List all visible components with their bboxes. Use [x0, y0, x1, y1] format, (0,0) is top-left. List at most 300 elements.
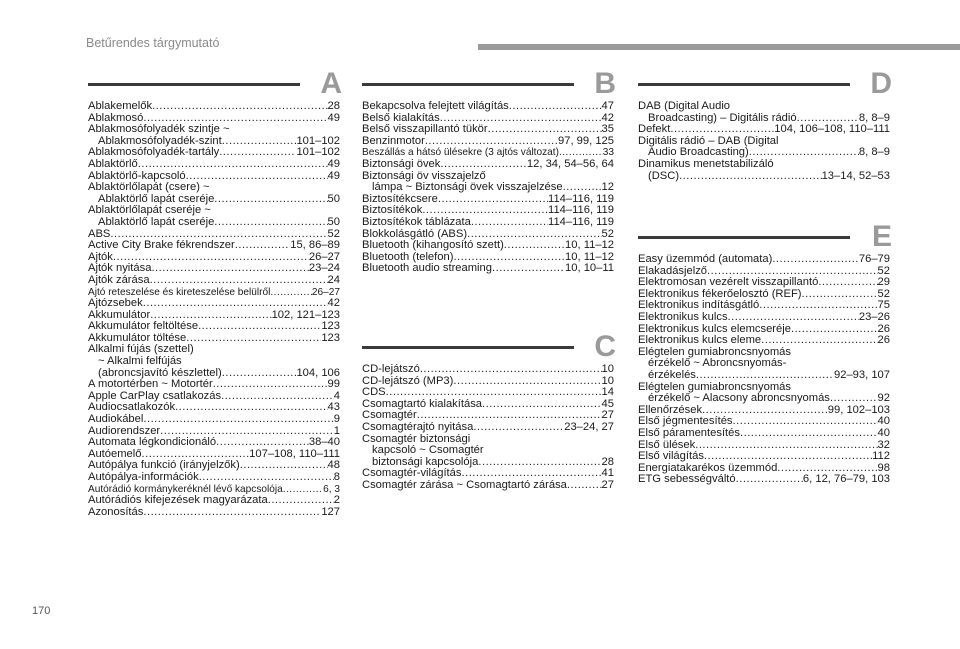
index-entry	[88, 240, 340, 252]
index-entry	[362, 194, 614, 206]
entry-text: Akkumulátor töltése	[88, 332, 187, 344]
entry-text: Csomagtér	[362, 410, 417, 422]
index-entry	[88, 275, 340, 287]
dot-leader	[704, 451, 872, 463]
dot-leader	[417, 410, 602, 422]
index-entry	[88, 495, 340, 507]
dot-leader	[740, 428, 878, 440]
index-entry	[638, 428, 890, 440]
entry-page: 52	[877, 288, 890, 300]
entry-text: Audiokábel	[88, 414, 144, 426]
dot-leader	[143, 113, 327, 125]
dot-leader	[772, 254, 859, 266]
entry-page: 23–24	[308, 263, 340, 275]
index-entry	[638, 113, 890, 125]
dot-leader	[160, 426, 334, 438]
dot-leader	[728, 312, 859, 324]
entry-text: Audio Broadcasting)	[648, 147, 749, 159]
index-entry	[88, 298, 340, 310]
entry-text: Blokkolásgátló (ABS)	[362, 228, 468, 240]
dot-leader	[695, 440, 877, 452]
dot-leader	[151, 263, 308, 275]
entry-page: 92–93, 107	[834, 369, 890, 381]
entry-text: Audiocsatlakozók	[88, 402, 176, 414]
entry-page: 98	[877, 462, 890, 474]
dot-leader	[830, 393, 878, 405]
entry-text: Bluetooth (telefon)	[362, 251, 454, 263]
entry-page: 12, 34, 54–56, 64	[526, 158, 614, 170]
entry-page: 127	[321, 506, 340, 518]
entry-text: Ablaktörlő lapát cseréje	[98, 216, 215, 228]
dot-leader	[461, 468, 601, 480]
entry-page: 123	[321, 321, 340, 333]
entry-text: Biztosítékok táblázata	[362, 216, 471, 228]
entry-page: 28	[327, 101, 340, 112]
index-entry	[362, 124, 614, 136]
entry-text: Akkumulátor feltöltése	[88, 321, 199, 333]
section-header	[362, 330, 616, 363]
entry-page: 33	[602, 147, 614, 159]
dot-leader	[214, 217, 327, 229]
entry-text: Ajtók	[88, 251, 113, 263]
dot-leader	[736, 474, 803, 486]
index-entry	[362, 147, 614, 159]
entry-text: Csomagtér-világítás	[362, 468, 462, 480]
index-entry	[638, 358, 890, 370]
dot-leader	[219, 147, 296, 159]
dot-leader	[504, 240, 565, 252]
index-entry	[638, 159, 890, 171]
entry-text: Alkalmi fújás (szettel)	[88, 344, 194, 356]
entry-page: 10	[601, 364, 614, 375]
index-entry	[638, 254, 890, 266]
dot-leader	[152, 101, 327, 113]
index-entry	[638, 451, 890, 463]
section-rule	[362, 346, 574, 349]
entry-page: 52	[327, 228, 340, 240]
entry-page: 123	[321, 332, 340, 344]
entry-page: 32	[877, 439, 890, 451]
dot-leader	[696, 370, 834, 382]
dot-leader	[386, 387, 602, 399]
entry-page: 10	[601, 375, 614, 387]
index-entry	[638, 393, 890, 405]
dot-leader	[473, 422, 564, 434]
page-number: 170	[32, 605, 51, 617]
entry-page: 13–14, 52–53	[821, 170, 890, 182]
entry-page: 76–79	[858, 254, 890, 265]
dot-leader	[509, 101, 602, 113]
entry-text: Ajtók nyitása	[88, 263, 152, 275]
index-entry	[362, 182, 614, 194]
dot-leader	[268, 495, 334, 507]
dot-leader	[270, 287, 312, 299]
index-entry	[88, 402, 340, 414]
entry-page: 12	[601, 182, 614, 194]
entry-page: 8, 8–9	[858, 147, 890, 159]
dot-leader	[567, 480, 602, 492]
entry-text: ABS	[88, 228, 111, 240]
entry-page: 48	[327, 460, 340, 472]
dot-leader	[143, 414, 333, 426]
index-entry	[88, 182, 340, 194]
entry-page: 26–27	[311, 286, 340, 298]
entry-text: Audiorendszer	[88, 425, 161, 437]
index-entry	[88, 205, 340, 217]
entry-text: (DSC)	[648, 170, 680, 182]
entry-text: Csomagtérajtó nyitása	[362, 421, 474, 433]
index-entry	[362, 410, 614, 422]
dot-leader	[749, 147, 859, 159]
dot-leader	[198, 321, 321, 333]
dot-leader	[453, 376, 601, 388]
index-entry	[88, 159, 340, 171]
dot-leader	[670, 124, 774, 136]
index-entry	[362, 136, 614, 148]
index-entry	[638, 277, 890, 289]
dot-leader	[235, 240, 290, 252]
dot-leader	[199, 472, 334, 484]
entry-text: Ablaktörlőlapát (csere) ~	[88, 182, 210, 194]
entry-text: Elektronikus indításgátló	[638, 300, 760, 312]
index-entry	[638, 147, 890, 159]
entry-page: 75	[877, 300, 890, 312]
entry-text: Automata légkondicionáló	[88, 437, 217, 449]
index-entry	[88, 287, 340, 299]
index-entry	[88, 449, 340, 461]
entry-page: 101–102	[296, 147, 340, 159]
entry-page: 15, 86–89	[290, 240, 340, 252]
entry-text: Csomagtartó kialakítása	[362, 398, 483, 410]
index-entry	[88, 113, 340, 125]
column-d	[638, 67, 892, 182]
entry-page: 49	[327, 170, 340, 182]
entry-text: Első jégmentesítés	[638, 416, 733, 428]
dot-leader	[222, 136, 297, 148]
entry-page: 8, 8–9	[858, 112, 890, 124]
entry-text: (abroncsjavító készlettel)	[98, 367, 222, 379]
entry-text: Biztonsági övek	[362, 158, 441, 170]
entry-text: Autópálya funkció (irányjelzők)	[88, 460, 240, 472]
index-entry	[88, 229, 340, 241]
entry-text: Apple CarPlay csatlakozás	[88, 390, 222, 402]
entry-text: Broadcasting) – Digitális rádió	[648, 112, 797, 124]
entry-page: 92	[877, 393, 890, 405]
index-entry	[88, 344, 340, 356]
entry-page: 97, 99, 125	[558, 135, 614, 147]
index-entry	[362, 399, 614, 411]
index-title: Betűrendes tárgymutató	[86, 36, 220, 50]
entry-page: 26	[877, 323, 890, 335]
section-letter: E	[871, 220, 892, 253]
dot-leader	[679, 171, 821, 183]
index-entry	[638, 416, 890, 428]
index-entry	[88, 391, 340, 403]
index-entry	[362, 240, 614, 252]
entry-text: kapcsoló ~ Csomagtér	[372, 445, 484, 457]
entry-page: 104, 106–108, 110–111	[774, 124, 890, 136]
index-entry	[88, 437, 340, 449]
entry-text: ~ Alkalmi felfújás	[98, 356, 182, 368]
index-entry	[88, 507, 340, 519]
entry-page: 114–116, 119	[548, 216, 614, 228]
index-entry	[88, 426, 340, 438]
index-entry	[88, 124, 340, 136]
index-entry	[88, 333, 340, 345]
entry-page: 6, 3	[323, 483, 340, 495]
entry-page: 28	[601, 456, 614, 468]
dot-leader	[818, 277, 877, 289]
entry-text: Ablaktörlő lapát cseréje	[98, 193, 215, 205]
entry-text: Autópálya-információk	[88, 472, 199, 483]
dot-leader	[478, 457, 601, 469]
entry-text: biztonsági kapcsolója	[372, 456, 479, 468]
entry-page: 27	[601, 410, 614, 422]
entry-text: Akkumulátor	[88, 309, 151, 321]
dot-leader	[791, 324, 878, 336]
entry-page: 99	[327, 379, 340, 391]
index-entry	[362, 445, 614, 457]
entry-text: Ablaktörlőlapát cseréje ~	[88, 205, 211, 217]
section-rule	[638, 83, 850, 86]
index-entry	[88, 356, 340, 368]
entry-page: 107–108, 110–111	[249, 448, 340, 460]
index-entry	[638, 382, 890, 394]
entry-text: Energiatakarékos üzemmód	[638, 462, 778, 474]
entry-text: lámpa ~ Biztonsági övek visszajelzése	[372, 182, 563, 194]
index-entry	[362, 263, 614, 275]
index-entry	[88, 460, 340, 472]
section-letter: C	[594, 330, 616, 363]
index-entry	[638, 312, 890, 324]
entry-text: Elektromosan vezérelt visszapillantó	[638, 277, 819, 289]
dot-leader	[150, 310, 271, 322]
index-entry	[362, 376, 614, 388]
entry-text: érzékelő ~ Abroncsnyomás-	[648, 358, 787, 370]
entry-page: 104, 106	[296, 367, 340, 379]
index-entry	[638, 347, 890, 359]
index-entry	[638, 300, 890, 312]
entry-text: Ellenőrzések	[638, 404, 703, 416]
index-entry	[362, 422, 614, 434]
entry-text: Ablaktörlő	[88, 158, 138, 170]
entry-page: 24	[327, 274, 340, 286]
entry-page: 43	[327, 402, 340, 414]
index-entry	[638, 324, 890, 336]
entry-page: 26–27	[308, 251, 340, 263]
index-entry	[362, 457, 614, 469]
entry-page: 112	[872, 451, 890, 463]
index-entry	[362, 468, 614, 480]
entry-page: 10, 11–12	[565, 240, 614, 252]
entry-text: Ajtó reteszelése és kireteszelése belülről	[88, 286, 271, 298]
dot-leader	[110, 229, 327, 241]
entry-text: Belső visszapillantó tükör	[362, 124, 488, 136]
dot-leader	[113, 252, 309, 264]
dot-leader	[440, 113, 602, 125]
entry-page: 50	[327, 216, 340, 228]
dot-leader	[221, 391, 334, 403]
section-letter: B	[594, 67, 616, 100]
dot-leader	[438, 194, 548, 206]
entry-text: Ajtók zárása	[88, 274, 150, 286]
index-entry	[362, 387, 614, 399]
entry-text: Elakadásjelző	[638, 265, 708, 277]
index-entry	[88, 263, 340, 275]
index-entry	[362, 101, 614, 113]
entry-text: érzékelés	[648, 369, 696, 381]
entry-text: Dinamikus menetstabilizáló	[638, 158, 774, 170]
entry-page: 40	[877, 427, 890, 439]
entry-page: 49	[327, 112, 340, 124]
dot-leader	[492, 263, 565, 275]
entry-page: 26	[877, 335, 890, 347]
column-a	[88, 67, 342, 518]
entry-page: 4	[333, 390, 340, 402]
entry-text: Active City Brake fékrendszer	[88, 240, 235, 252]
entry-text: Easy üzemmód (automata)	[638, 254, 773, 265]
dot-leader	[143, 507, 321, 519]
header-divider	[478, 44, 960, 50]
index-entry	[88, 321, 340, 333]
index-entry	[638, 124, 890, 136]
entry-page: 2	[333, 495, 340, 507]
index-entry	[638, 474, 890, 486]
index-entry	[638, 463, 890, 475]
entry-text: Csomagtér zárása ~ Csomagtartó zárása	[362, 479, 567, 491]
index-entry	[638, 266, 890, 278]
dot-leader	[283, 484, 323, 496]
entry-page: 52	[877, 265, 890, 277]
section-rule	[88, 83, 300, 86]
entry-text: Biztosítékcsere	[362, 193, 438, 205]
dot-leader	[802, 289, 878, 301]
entry-text: Benzinmotor	[362, 135, 425, 147]
entry-text: Beszállás a hátsó ülésekre (3 ajtós változat)	[362, 147, 559, 159]
entry-text: Biztosítékok	[362, 205, 423, 217]
entry-text: Első ülések	[638, 439, 696, 451]
index-entry	[362, 159, 614, 171]
section-rule	[638, 236, 850, 239]
section-header	[638, 220, 892, 253]
index-entry	[638, 101, 890, 113]
entry-page: 35	[601, 124, 614, 136]
entry-text: Azonosítás	[88, 506, 144, 518]
index-entry	[88, 171, 340, 183]
dot-leader	[213, 379, 328, 391]
index-entry	[362, 252, 614, 264]
index-entry	[362, 364, 614, 376]
entry-text: Autórádió kormánykeréknél lévő kapcsolója	[88, 483, 283, 495]
index-entry	[362, 205, 614, 217]
entry-page: 8	[333, 472, 340, 483]
dot-leader	[240, 460, 328, 472]
entry-text: Ablakmosófolyadék-tartály	[88, 147, 220, 159]
entry-text: Ablakmosófolyadék-szint	[98, 135, 222, 147]
entry-text: Ablakemelők	[88, 101, 153, 112]
entry-text: Biztonsági öv visszajelző	[362, 170, 486, 182]
index-entry	[88, 472, 340, 484]
entry-page: 38–40	[308, 437, 340, 449]
entry-text: Ablakmosófolyadék szintje ~	[88, 124, 230, 136]
index-entry	[362, 113, 614, 125]
index-entry	[362, 480, 614, 492]
section-letter: D	[870, 67, 892, 100]
dot-leader	[425, 136, 558, 148]
dot-leader	[175, 402, 327, 414]
section-letter: A	[320, 67, 342, 100]
entry-text: Első világítás	[638, 451, 704, 463]
dot-leader	[422, 205, 548, 217]
entry-text: Ablaktörlő-kapcsoló	[88, 170, 186, 182]
entry-page: 27	[601, 479, 614, 491]
dot-leader	[482, 399, 602, 411]
entry-text: DAB (Digital Audio	[638, 101, 731, 112]
section-header	[638, 67, 892, 100]
dot-leader	[707, 266, 878, 278]
column-c	[362, 330, 616, 492]
dot-leader	[440, 159, 527, 171]
index-entry	[88, 414, 340, 426]
column-b	[362, 67, 616, 275]
index-entry	[88, 147, 340, 159]
entry-text: A motortérben ~ Motortér	[88, 379, 213, 391]
entry-text: Elektronikus kulcs elemcseréje	[638, 323, 791, 335]
index-entry	[88, 101, 340, 113]
entry-text: Ablakmosó	[88, 112, 144, 124]
entry-page: 23–26	[858, 311, 890, 323]
index-entry	[88, 252, 340, 264]
entry-text: Elektronikus fékerőelosztó (REF)	[638, 288, 802, 300]
entry-page: 50	[327, 193, 340, 205]
entry-page: 49	[327, 158, 340, 170]
entry-text: Digitális rádió – DAB (Digital	[638, 135, 779, 147]
index-entry	[362, 434, 614, 446]
index-entry	[88, 217, 340, 229]
dot-leader	[186, 333, 321, 345]
entry-page: 1	[333, 425, 340, 437]
dot-leader	[142, 449, 250, 461]
index-entry	[88, 194, 340, 206]
entry-page: 42	[327, 298, 340, 310]
entry-page: 52	[601, 228, 614, 240]
entry-text: CD-lejátszó	[362, 364, 420, 375]
entry-text: Első páramentesítés	[638, 427, 740, 439]
dot-leader	[797, 113, 859, 125]
entry-page: 102, 121–123	[271, 309, 340, 321]
index-entry	[88, 379, 340, 391]
index-entry	[638, 335, 890, 347]
section-rule	[362, 83, 574, 86]
entry-text: Ajtózsebek	[88, 298, 143, 310]
dot-leader	[759, 300, 877, 312]
index-entry	[362, 229, 614, 241]
section-header	[362, 67, 616, 100]
column-e	[638, 220, 892, 486]
entry-text: Elektronikus kulcs	[638, 311, 728, 323]
entry-text: CDS	[362, 387, 386, 399]
dot-leader	[150, 275, 328, 287]
index-entry	[88, 310, 340, 322]
dot-leader	[214, 194, 327, 206]
section-header	[88, 67, 342, 100]
entry-text: Bluetooth (kihangosító szett)	[362, 240, 504, 252]
entry-page: 45	[601, 398, 614, 410]
dot-leader	[216, 437, 309, 449]
entry-page: 6, 12, 76–79, 103	[802, 474, 890, 486]
dot-leader	[488, 124, 602, 136]
entry-page: 40	[877, 416, 890, 428]
